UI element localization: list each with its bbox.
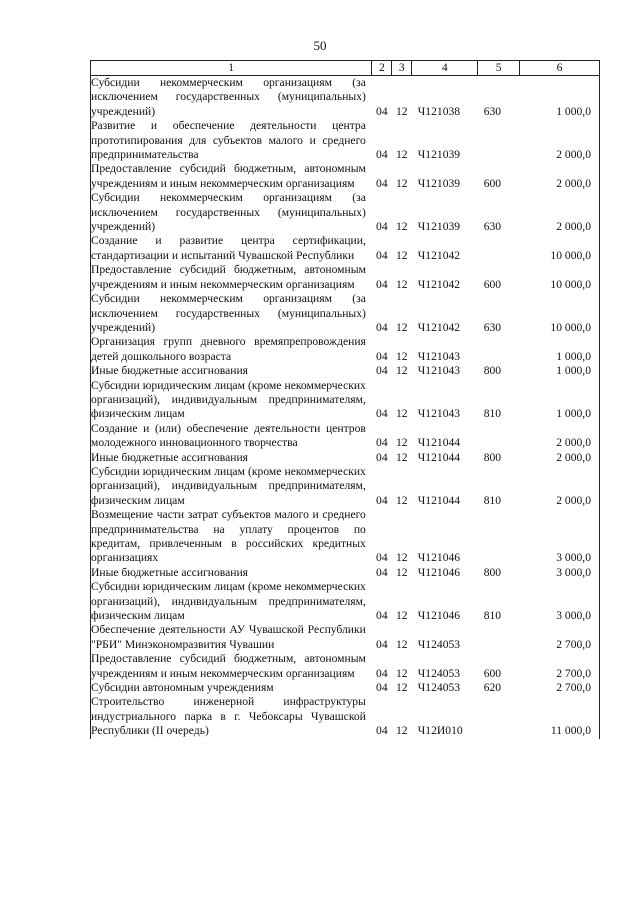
row-target-article: Ч124053: [417, 666, 461, 680]
row-target-article: Ч124053: [417, 681, 461, 695]
row-amount: 1 000,0: [520, 335, 600, 364]
row-amount: 2 000,0: [520, 162, 600, 191]
row-subsection: 12: [395, 637, 408, 651]
row-expense-type: 600: [483, 176, 502, 190]
row-section: 04: [376, 436, 388, 450]
row-expense-type: 810: [483, 407, 502, 421]
table-row: [91, 292, 600, 335]
row-expense-type: [478, 623, 520, 652]
row-name: Развитие и обеспечение деятельности центра прототипирования для субъектов малого и среднего предпринимательства: [91, 119, 372, 162]
row-amount: 2 000,0: [520, 119, 600, 162]
row-expense-type: 630: [483, 220, 502, 234]
row-expense-type: [478, 508, 520, 566]
row-expense-type: 630: [483, 320, 502, 334]
row-amount: 10 000,0: [520, 292, 600, 335]
row-target-article: Ч121046: [417, 609, 461, 623]
row-amount: 1 000,0: [520, 379, 600, 422]
row-name: Предоставление субсидий бюджетным, автономным учреждениям и иным некоммерческим организациям: [91, 652, 372, 681]
row-subsection: 12: [395, 666, 408, 680]
row-section: 04: [376, 320, 388, 334]
row-subsection: 12: [395, 148, 408, 162]
row-target-article: Ч121039: [417, 148, 461, 162]
row-subsection: 12: [395, 724, 408, 738]
table-row: [91, 191, 600, 234]
table-row: [91, 162, 600, 191]
row-section: 04: [376, 277, 388, 291]
row-expense-type: [478, 422, 520, 451]
table-row: [91, 76, 600, 120]
column-header-subsection: 3: [392, 61, 412, 76]
table-row: [91, 234, 600, 263]
table-row: [91, 263, 600, 292]
row-target-article: Ч121039: [417, 220, 461, 234]
row-amount: 2 000,0: [520, 191, 600, 234]
column-header-expense-type: 5: [478, 61, 520, 76]
row-expense-type: 810: [483, 493, 502, 507]
row-subsection: 12: [395, 436, 408, 450]
row-name: Строительство инженерной инфраструктуры индустриального парка в г. Чебоксары Чувашской Республики (II очередь): [91, 695, 372, 738]
row-amount: 2 000,0: [520, 451, 600, 465]
row-name: Предоставление субсидий бюджетным, автономным учреждениям и иным некоммерческим организациям: [91, 263, 372, 292]
column-header-name: 1: [91, 61, 372, 76]
row-expense-type: 800: [483, 450, 502, 464]
table-row: [91, 623, 600, 652]
column-header-section: 2: [372, 61, 392, 76]
row-section: 04: [376, 450, 388, 464]
row-amount: 2 700,0: [520, 681, 600, 695]
row-subsection: 12: [395, 349, 408, 363]
row-name: Создание и развитие центра сертификации, стандартизации и испытаний Чувашской Республики: [91, 234, 372, 263]
row-subsection: 12: [395, 248, 408, 262]
row-subsection: 12: [395, 407, 408, 421]
row-subsection: 12: [395, 320, 408, 334]
row-section: 04: [376, 724, 388, 738]
table-row: [91, 652, 600, 681]
row-target-article: Ч121043: [417, 349, 461, 363]
row-amount: 2 700,0: [520, 652, 600, 681]
table-row: [91, 119, 600, 162]
row-section: 04: [376, 493, 388, 507]
row-name: Предоставление субсидий бюджетным, автономным учреждениям и иным некоммерческим организациям: [91, 162, 372, 191]
table-row: [91, 335, 600, 364]
row-target-article: Ч121044: [417, 436, 461, 450]
budget-table: [90, 60, 600, 739]
row-subsection: 12: [395, 220, 408, 234]
table-row: [91, 451, 600, 465]
row-expense-type: [478, 695, 520, 738]
row-amount: 3 000,0: [520, 566, 600, 580]
row-section: 04: [376, 104, 388, 118]
row-section: 04: [376, 681, 388, 695]
row-subsection: 12: [395, 565, 408, 579]
row-expense-type: 800: [483, 364, 502, 378]
row-expense-type: 630: [483, 104, 502, 118]
row-section: 04: [376, 666, 388, 680]
row-subsection: 12: [395, 450, 408, 464]
table-row: [91, 379, 600, 422]
row-expense-type: [478, 119, 520, 162]
table-row: [91, 580, 600, 623]
row-name: Субсидии некоммерческим организациям (за исключением государственных (муниципальных) учреждений): [91, 292, 372, 335]
row-section: 04: [376, 551, 388, 565]
row-name: Субсидии юридическим лицам (кроме некоммерческих организаций), индивидуальным предпринимателям, физическим лицам: [91, 465, 372, 508]
row-section: 04: [376, 364, 388, 378]
table-row: [91, 508, 600, 566]
row-name: Иные бюджетные ассигнования: [91, 451, 372, 465]
row-name: Создание и (или) обеспечение деятельности центров молодежного инновационного творчества: [91, 422, 372, 451]
row-target-article: Ч121044: [417, 450, 461, 464]
row-target-article: Ч121046: [417, 565, 461, 579]
row-target-article: Ч121042: [417, 248, 461, 262]
row-amount: 2 000,0: [520, 422, 600, 451]
row-target-article: Ч124053: [417, 637, 461, 651]
row-expense-type: 810: [483, 609, 502, 623]
row-name: Возмещение части затрат субъектов малого и среднего предпринимательства на уплату процентов по кредитам, привлеченным в российских кредитных организациях: [91, 508, 372, 566]
row-section: 04: [376, 349, 388, 363]
row-subsection: 12: [395, 176, 408, 190]
column-header-target-article: 4: [412, 61, 478, 76]
page-number: 50: [313, 38, 327, 53]
row-name: Обеспечение деятельности АУ Чувашской Республики "РБИ" Минэкономразвития Чувашии: [91, 623, 372, 652]
row-expense-type: [478, 234, 520, 263]
row-target-article: Ч121038: [417, 104, 461, 118]
header-row: [91, 61, 600, 76]
table-row: [91, 566, 600, 580]
row-expense-type: [478, 335, 520, 364]
row-amount: 3 000,0: [520, 580, 600, 623]
row-name: Иные бюджетные ассигнования: [91, 566, 372, 580]
row-name: Субсидии юридическим лицам (кроме некоммерческих организаций), индивидуальным предпринимателям, физическим лицам: [91, 580, 372, 623]
row-amount: 11 000,0: [520, 695, 600, 738]
row-expense-type: 620: [483, 681, 502, 695]
row-subsection: 12: [395, 277, 408, 291]
row-section: 04: [376, 248, 388, 262]
row-target-article: Ч121044: [417, 493, 461, 507]
row-section: 04: [376, 609, 388, 623]
row-section: 04: [376, 407, 388, 421]
table-row: [91, 422, 600, 451]
row-amount: 3 000,0: [520, 508, 600, 566]
row-amount: 2 700,0: [520, 623, 600, 652]
row-section: 04: [376, 176, 388, 190]
row-expense-type: 600: [483, 666, 502, 680]
table-row: [91, 681, 600, 695]
table-row: [91, 695, 600, 738]
table-row: [91, 364, 600, 378]
row-name: Иные бюджетные ассигнования: [91, 364, 372, 378]
row-target-article: Ч121043: [417, 364, 461, 378]
row-subsection: 12: [395, 493, 408, 507]
row-amount: 2 000,0: [520, 465, 600, 508]
row-expense-type: 800: [483, 565, 502, 579]
row-name: Субсидии некоммерческим организациям (за исключением государственных (муниципальных) учреждений): [91, 191, 372, 234]
row-expense-type: 600: [483, 277, 502, 291]
row-target-article: Ч121039: [417, 176, 461, 190]
row-target-article: Ч121046: [417, 551, 461, 565]
row-section: 04: [376, 220, 388, 234]
column-header-amount: 6: [520, 61, 600, 76]
row-subsection: 12: [395, 551, 408, 565]
row-subsection: 12: [395, 681, 408, 695]
row-section: 04: [376, 637, 388, 651]
row-section: 04: [376, 148, 388, 162]
row-amount: 1 000,0: [520, 364, 600, 378]
row-amount: 10 000,0: [520, 263, 600, 292]
row-subsection: 12: [395, 609, 408, 623]
row-amount: 1 000,0: [520, 76, 600, 120]
row-name: Субсидии некоммерческим организациям (за исключением государственных (муниципальных) учреждений): [91, 76, 372, 120]
table-row: [91, 465, 600, 508]
row-target-article: Ч121042: [417, 320, 461, 334]
row-amount: 10 000,0: [520, 234, 600, 263]
row-name: Субсидии юридическим лицам (кроме некоммерческих организаций), индивидуальным предпринимателям, физическим лицам: [91, 379, 372, 422]
row-name: Субсидии автономным учреждениям: [91, 681, 372, 695]
row-target-article: Ч121042: [417, 277, 461, 291]
row-target-article: Ч121043: [417, 407, 461, 421]
row-section: 04: [376, 565, 388, 579]
row-name: Организация групп дневного времяпрепровождения детей дошкольного возраста: [91, 335, 372, 364]
row-target-article: Ч12И010: [417, 724, 463, 738]
row-subsection: 12: [395, 364, 408, 378]
row-subsection: 12: [395, 104, 408, 118]
